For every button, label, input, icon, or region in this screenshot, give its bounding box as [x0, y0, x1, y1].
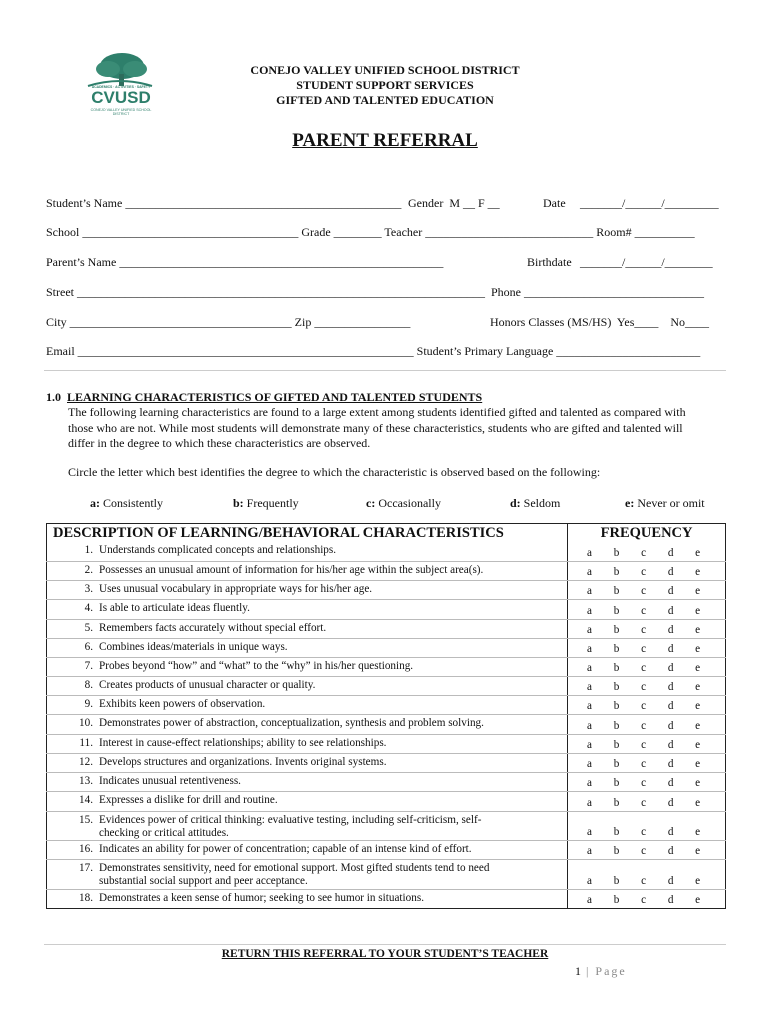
row-number: 10.: [79, 716, 93, 729]
frequency-option-b[interactable]: b: [613, 546, 620, 559]
frequency-option-b[interactable]: b: [613, 757, 620, 770]
logo-text: CVUSD: [91, 88, 151, 107]
frequency-option-c[interactable]: c: [641, 680, 647, 693]
frequency-option-d[interactable]: d: [667, 546, 674, 559]
frequency-option-b[interactable]: b: [613, 680, 620, 693]
row-text: [99, 622, 326, 635]
frequency-option-d[interactable]: d: [667, 565, 674, 578]
frequency-option-a[interactable]: a: [587, 604, 592, 617]
frequency-options: [568, 772, 726, 791]
intro-line: those who are not. While most students will demonstrate many of these characteristics, students who are gifted and talented will: [68, 420, 683, 435]
frequency-option-c[interactable]: c: [641, 874, 647, 887]
frequency-option-b[interactable]: b: [613, 584, 620, 597]
parent-name-field[interactable]: Parent’s Name ______________________________________________________: [46, 255, 444, 269]
frequency-option-e[interactable]: e: [695, 699, 701, 712]
frequency-option-c[interactable]: c: [641, 719, 647, 732]
frequency-option-e[interactable]: e: [695, 844, 701, 857]
student-name-field[interactable]: Student’s Name ______________________________________________: [46, 196, 402, 210]
characteristic-description: [47, 753, 568, 772]
row-text-line: Indicates unusual retentiveness.: [99, 774, 241, 787]
row-number: 17.: [79, 861, 93, 874]
row-text: [99, 660, 413, 673]
row-text: [99, 583, 372, 596]
frequency-option-d[interactable]: d: [667, 874, 674, 887]
frequency-option-b[interactable]: b: [613, 874, 620, 887]
frequency-option-c[interactable]: c: [641, 825, 647, 838]
date-label: Date: [543, 196, 566, 210]
table-row: [47, 791, 726, 811]
characteristic-description: [47, 542, 568, 561]
frequency-option-c[interactable]: c: [641, 584, 647, 597]
table-row: [47, 811, 726, 840]
frequency-option-b[interactable]: b: [613, 719, 620, 732]
characteristic-description: [47, 638, 568, 657]
row-text-line: Demonstrates power of abstraction, conceptualization, synthesis and problem solving.: [99, 716, 484, 729]
frequency-option-d[interactable]: d: [667, 825, 674, 838]
row-number: 12.: [79, 755, 93, 768]
row-text-line: Creates products of unusual character or quality.: [99, 678, 316, 691]
frequency-option-a[interactable]: a: [587, 844, 592, 857]
frequency-option-d[interactable]: d: [667, 642, 674, 655]
frequency-option-e[interactable]: e: [695, 893, 701, 906]
row-number: 3.: [84, 582, 93, 595]
row-text: [99, 679, 315, 692]
date-field[interactable]: _______/______/_________: [580, 196, 719, 210]
frequency-option-e[interactable]: e: [695, 719, 701, 732]
frequency-option-d[interactable]: d: [667, 757, 674, 770]
frequency-option-a[interactable]: a: [587, 565, 592, 578]
row-text: [99, 794, 278, 807]
frequency-option-d[interactable]: d: [667, 623, 674, 636]
row-number: 6.: [84, 640, 93, 653]
frequency-options: [568, 714, 726, 734]
frequency-option-b[interactable]: b: [613, 699, 620, 712]
row-text: [99, 544, 336, 557]
characteristic-description: [47, 676, 568, 695]
row-text-line: checking or critical attitudes.: [99, 826, 229, 839]
frequency-option-a[interactable]: a: [587, 825, 592, 838]
row-text: [99, 892, 424, 905]
row-number: 15.: [79, 813, 93, 826]
row-text-line: Indicates an ability for power of concentration; capable of an intense kind of effort.: [99, 842, 472, 855]
frequency-option-c[interactable]: c: [641, 661, 647, 674]
row-text: [99, 602, 250, 615]
frequency-options: [568, 657, 726, 676]
frequency-option-c[interactable]: c: [641, 738, 647, 751]
row-text-line: Exhibits keen powers of observation.: [99, 697, 266, 710]
frequency-option-a[interactable]: a: [587, 796, 592, 809]
characteristic-description: [47, 840, 568, 859]
characteristic-description: [47, 734, 568, 753]
frequency-options: [568, 859, 726, 889]
city-zip-field[interactable]: City _____________________________________ Zip ________________: [46, 315, 411, 329]
divider: [44, 370, 726, 371]
table-row: [47, 859, 726, 889]
table-row: [47, 753, 726, 772]
email-language-field[interactable]: Email ________________________________________________________ Student’s Primary Language ________________________: [46, 344, 701, 358]
characteristic-description: [47, 561, 568, 580]
frequency-option-a[interactable]: a: [587, 719, 592, 732]
characteristic-description: [47, 889, 568, 908]
frequency-option-d[interactable]: d: [667, 604, 674, 617]
frequency-option-c[interactable]: c: [641, 642, 647, 655]
frequency-option-c[interactable]: c: [641, 776, 647, 789]
frequency-option-d[interactable]: d: [667, 584, 674, 597]
frequency-option-a[interactable]: a: [587, 661, 592, 674]
row-text-line: substantial social support and peer acceptance.: [99, 874, 308, 887]
table-row: [47, 714, 726, 734]
characteristics-table: [46, 523, 726, 909]
frequency-option-e[interactable]: e: [695, 738, 701, 751]
row-number: 1.: [84, 544, 93, 556]
frequency-option-b[interactable]: b: [613, 604, 620, 617]
frequency-option-e[interactable]: e: [695, 776, 701, 789]
frequency-option-e[interactable]: e: [695, 584, 701, 597]
characteristic-description: [47, 811, 568, 840]
frequency-option-d[interactable]: d: [667, 680, 674, 693]
table-row: [47, 676, 726, 695]
frequency-option-a[interactable]: a: [587, 757, 592, 770]
frequency-option-d[interactable]: d: [667, 893, 674, 906]
section-heading: [46, 390, 482, 405]
frequency-option-d[interactable]: d: [667, 719, 674, 732]
table-row: [47, 638, 726, 657]
frequency-column-header: FREQUENCY: [568, 524, 726, 543]
row-text-line: Possesses an unusual amount of information for his/her age within the subject area(s).: [99, 563, 484, 576]
characteristic-description: [47, 619, 568, 638]
table-row: [47, 561, 726, 580]
frequency-option-b[interactable]: b: [613, 738, 620, 751]
frequency-option-c[interactable]: c: [641, 623, 647, 636]
characteristic-description: [47, 772, 568, 791]
birthdate-field[interactable]: _______/______/________: [580, 255, 713, 269]
frequency-option-c[interactable]: c: [641, 844, 647, 857]
frequency-options: [568, 561, 726, 580]
school-grade-teacher-room-field[interactable]: School ____________________________________ Grade ________ Teacher ____________________________ Room# __________: [46, 225, 695, 239]
frequency-option-a[interactable]: a: [587, 623, 592, 636]
scale-item: d: Seldom: [510, 496, 561, 510]
frequency-option-b[interactable]: b: [613, 796, 620, 809]
logo-subtext: CONEJO VALLEY UNIFIED SCHOOL DISTRICT: [90, 108, 152, 116]
section-intro: [68, 405, 728, 452]
frequency-option-d[interactable]: d: [667, 844, 674, 857]
characteristic-description: [47, 580, 568, 599]
birthdate-label: Birthdate: [527, 255, 572, 269]
section-number: 1.0: [46, 390, 61, 404]
frequency-options: [568, 889, 726, 908]
row-number: 5.: [84, 621, 93, 634]
row-number: 2.: [84, 563, 93, 576]
row-text-line: Is able to articulate ideas fluently.: [99, 601, 250, 614]
row-text-line: Demonstrates a keen sense of humor; seeking to see humor in situations.: [99, 891, 424, 904]
row-number: 11.: [79, 736, 93, 749]
frequency-option-b[interactable]: b: [613, 825, 620, 838]
scale-item: a: Consistently: [90, 496, 164, 510]
characteristic-description: [47, 657, 568, 676]
page-title: PARENT REFERRAL: [292, 130, 478, 151]
characteristic-description: [47, 695, 568, 714]
frequency-option-d[interactable]: d: [667, 796, 674, 809]
frequency-option-e[interactable]: e: [695, 604, 701, 617]
frequency-options: [568, 542, 726, 561]
frequency-option-b[interactable]: b: [613, 642, 620, 655]
frequency-option-c[interactable]: c: [641, 893, 647, 906]
table-row: [47, 772, 726, 791]
frequency-option-d[interactable]: d: [667, 699, 674, 712]
frequency-option-a[interactable]: a: [587, 893, 592, 906]
frequency-option-a[interactable]: a: [587, 680, 592, 693]
department-name: STUDENT SUPPORT SERVICES: [296, 78, 474, 92]
frequency-option-c[interactable]: c: [641, 757, 647, 770]
row-text-line: Remembers facts accurately without special effort.: [99, 621, 327, 634]
frequency-option-b[interactable]: b: [613, 776, 620, 789]
frequency-option-d[interactable]: d: [667, 738, 674, 751]
intro-line: The following learning characteristics are found to a large extent among students identified gifted and talented as compared with: [68, 405, 686, 419]
row-number: 7.: [84, 659, 93, 672]
frequency-options: [568, 791, 726, 811]
section-title: LEARNING CHARACTERISTICS OF GIFTED AND TALENTED STUDENTS: [67, 390, 483, 404]
table-row: [47, 695, 726, 714]
frequency-option-e[interactable]: e: [695, 796, 701, 809]
characteristic-description: [47, 714, 568, 734]
frequency-option-a[interactable]: a: [587, 874, 592, 887]
row-number: 4.: [84, 601, 93, 614]
frequency-option-e[interactable]: e: [695, 546, 701, 559]
row-text-line: Demonstrates sensitivity, need for emotional support. Most gifted students tend to need: [99, 861, 490, 874]
street-phone-field[interactable]: Street ____________________________________________________________________ Phone ______________________________: [46, 285, 704, 299]
row-number: 8.: [84, 678, 93, 691]
scale-item: e: Never or omit: [625, 496, 705, 510]
row-number: 14.: [79, 793, 93, 806]
frequency-option-d[interactable]: d: [667, 661, 674, 674]
frequency-option-b[interactable]: b: [613, 893, 620, 906]
row-text: [99, 862, 489, 888]
frequency-option-b[interactable]: b: [613, 844, 620, 857]
row-text-line: Understands complicated concepts and relationships.: [99, 544, 337, 556]
table-row: [47, 840, 726, 859]
scale-item: b: Frequently: [233, 496, 299, 510]
frequency-option-c[interactable]: c: [641, 604, 647, 617]
row-number: 13.: [79, 774, 93, 787]
frequency-option-d[interactable]: d: [667, 776, 674, 789]
frequency-option-a[interactable]: a: [587, 584, 592, 597]
frequency-options: [568, 676, 726, 695]
table-row: [47, 619, 726, 638]
row-number: 18.: [79, 891, 93, 904]
characteristic-description: [47, 859, 568, 889]
honors-classes-field[interactable]: Honors Classes (MS/HS) Yes____ No____: [490, 315, 710, 329]
frequency-option-a[interactable]: a: [587, 546, 592, 559]
row-text: [99, 843, 472, 856]
row-text: [99, 717, 484, 730]
frequency-option-e[interactable]: e: [695, 565, 701, 578]
row-text-line: Expresses a dislike for drill and routine.: [99, 793, 278, 806]
logo-tagline: ACADEMICS · ACTIVITIES · SAFETY: [91, 85, 151, 89]
frequency-option-c[interactable]: c: [641, 565, 647, 578]
frequency-option-e[interactable]: e: [695, 825, 701, 838]
frequency-option-e[interactable]: e: [695, 757, 701, 770]
frequency-options: [568, 599, 726, 619]
table-row: [47, 599, 726, 619]
table-row: [47, 657, 726, 676]
row-number: 16.: [79, 842, 93, 855]
row-text-line: Uses unusual vocabulary in appropriate ways for his/her age.: [99, 582, 373, 595]
row-text-line: Evidences power of critical thinking: evaluative testing, including self-criticism, self-: [99, 813, 482, 826]
frequency-option-b[interactable]: b: [613, 565, 620, 578]
frequency-option-a[interactable]: a: [587, 738, 592, 751]
characteristic-description: [47, 791, 568, 811]
frequency-options: [568, 811, 726, 840]
table-row: [47, 580, 726, 599]
frequency-options: [568, 840, 726, 859]
frequency-option-b[interactable]: b: [613, 623, 620, 636]
frequency-option-e[interactable]: e: [695, 661, 701, 674]
row-text: [99, 564, 483, 577]
row-text: [99, 737, 386, 750]
frequency-options: [568, 638, 726, 657]
description-column-header: DESCRIPTION OF LEARNING/BEHAVIORAL CHARACTERISTICS: [47, 524, 568, 543]
frequency-options: [568, 580, 726, 599]
frequency-option-b[interactable]: b: [613, 661, 620, 674]
frequency-options: [568, 753, 726, 772]
gender-field[interactable]: Gender M __ F __: [408, 196, 500, 210]
row-number: 9.: [84, 697, 93, 710]
row-text: [99, 775, 241, 788]
row-text: [99, 698, 265, 711]
footer-divider: [44, 944, 726, 945]
row-text: [99, 641, 288, 654]
frequency-options: [568, 619, 726, 638]
row-text-line: Develops structures and organizations. Invents original systems.: [99, 755, 387, 768]
frequency-option-e[interactable]: e: [695, 680, 701, 693]
row-text-line: Combines ideas/materials in unique ways.: [99, 640, 288, 653]
frequency-option-c[interactable]: c: [641, 546, 647, 559]
frequency-option-a[interactable]: a: [587, 776, 592, 789]
instruction-text: Circle the letter which best identifies the degree to which the characteristic is observed based on the following:: [68, 465, 601, 479]
frequency-option-e[interactable]: e: [695, 642, 701, 655]
table-row: [47, 734, 726, 753]
frequency-option-a[interactable]: a: [587, 699, 592, 712]
page-number: 1 | Page: [575, 964, 627, 978]
frequency-option-e[interactable]: e: [695, 623, 701, 636]
district-name: CONEJO VALLEY UNIFIED SCHOOL DISTRICT: [250, 63, 520, 77]
intro-line: differ in the degree to which these characteristics are observed.: [68, 436, 371, 450]
row-text-line: Probes beyond “how” and “what” to the “why” in his/her questioning.: [99, 659, 414, 672]
row-text: [99, 814, 481, 840]
row-text: [99, 756, 387, 769]
frequency-option-e[interactable]: e: [695, 874, 701, 887]
frequency-options: [568, 734, 726, 753]
row-text-line: Interest in cause-effect relationships; ability to see relationships.: [99, 736, 387, 749]
return-note: RETURN THIS REFERRAL TO YOUR STUDENT’S TEACHER: [221, 948, 549, 960]
scale-item: c: Occasionally: [366, 496, 441, 510]
frequency-options: [568, 695, 726, 714]
program-name: GIFTED AND TALENTED EDUCATION: [276, 93, 494, 107]
table-row: [47, 542, 726, 561]
frequency-option-c[interactable]: c: [641, 699, 647, 712]
characteristic-description: [47, 599, 568, 619]
frequency-option-c[interactable]: c: [641, 796, 647, 809]
frequency-option-a[interactable]: a: [587, 642, 592, 655]
table-row: [47, 889, 726, 908]
